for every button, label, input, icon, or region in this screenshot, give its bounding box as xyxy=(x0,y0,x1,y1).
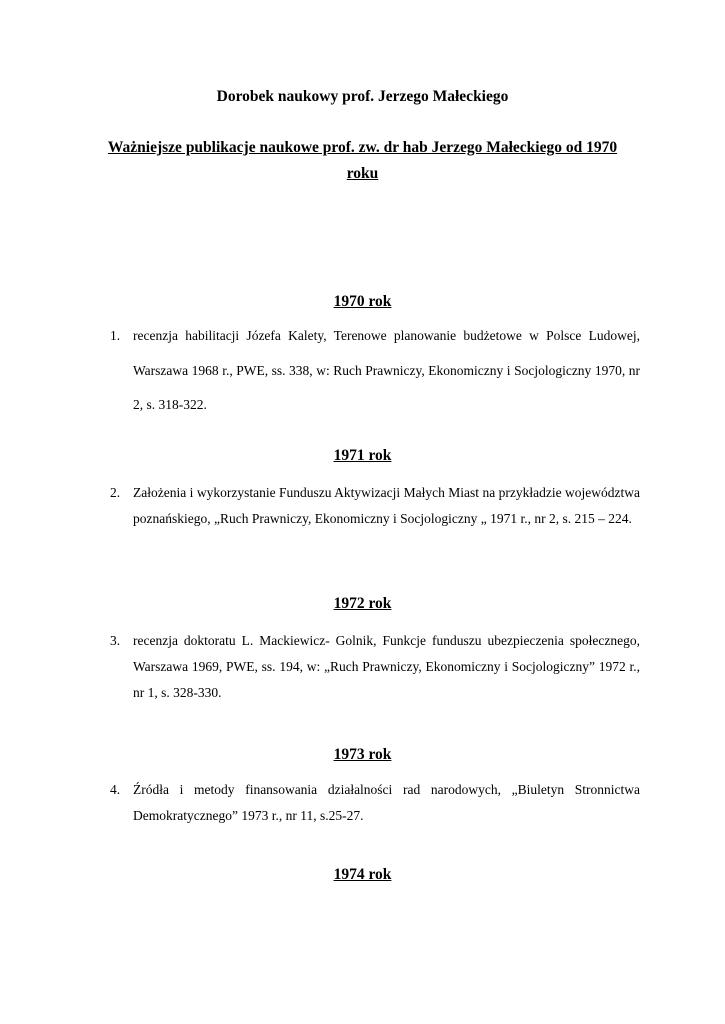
publication-entry xyxy=(110,628,640,706)
entry-number: 4. xyxy=(110,782,121,797)
section-year-1972: 1972 rok xyxy=(333,595,392,612)
publication-entry xyxy=(110,480,640,532)
entry-number: 1. xyxy=(110,328,121,343)
section-year-1974: 1974 rok xyxy=(333,866,392,883)
entry-number: 2. xyxy=(110,485,121,500)
entry-text: Założenia i wykorzystanie Funduszu Aktywizacji Małych Miast na przykładzie województwa poznańskiego, „Ruch Prawniczy, Ekonomiczny i Socjologiczny „ 1971 r., nr 2, s. 215 – 224. xyxy=(133,485,640,526)
entry-text: recenzja habilitacji Józefa Kalety, Terenowe planowanie budżetowe w Polsce Ludowej, Warszawa 1968 r., PWE, ss. 338, w: Ruch Prawniczy, Ekonomiczny i Socjologiczny 1970, nr 2, s. 318-322. xyxy=(133,328,640,412)
document-title: Dorobek naukowy prof. Jerzego Małeckiego xyxy=(216,88,509,105)
section-year-1971: 1971 rok xyxy=(333,447,392,464)
entry-number: 3. xyxy=(110,633,121,648)
section-year-1970: 1970 rok xyxy=(333,293,392,310)
entry-text: recenzja doktoratu L. Mackiewicz- Golnik, Funkcje funduszu ubezpieczenia społecznego, Warszawa 1969, PWE, ss. 194, w: „Ruch Prawniczy, Ekonomiczny i Socjologiczny” 1972 r., nr 1, s. 328-330. xyxy=(133,633,640,700)
document-subtitle: Ważniejsze publikacje naukowe prof. zw. dr hab Jerzego Małeckiego od 1970 roku xyxy=(107,139,618,182)
publication-entry xyxy=(110,777,640,829)
section-year-1973: 1973 rok xyxy=(333,746,392,763)
publication-entry xyxy=(110,319,640,423)
entry-text: Źródła i metody finansowania działalności rad narodowych, „Biuletyn Stronnictwa Demokratycznego” 1973 r., nr 11, s.25-27. xyxy=(133,782,640,823)
